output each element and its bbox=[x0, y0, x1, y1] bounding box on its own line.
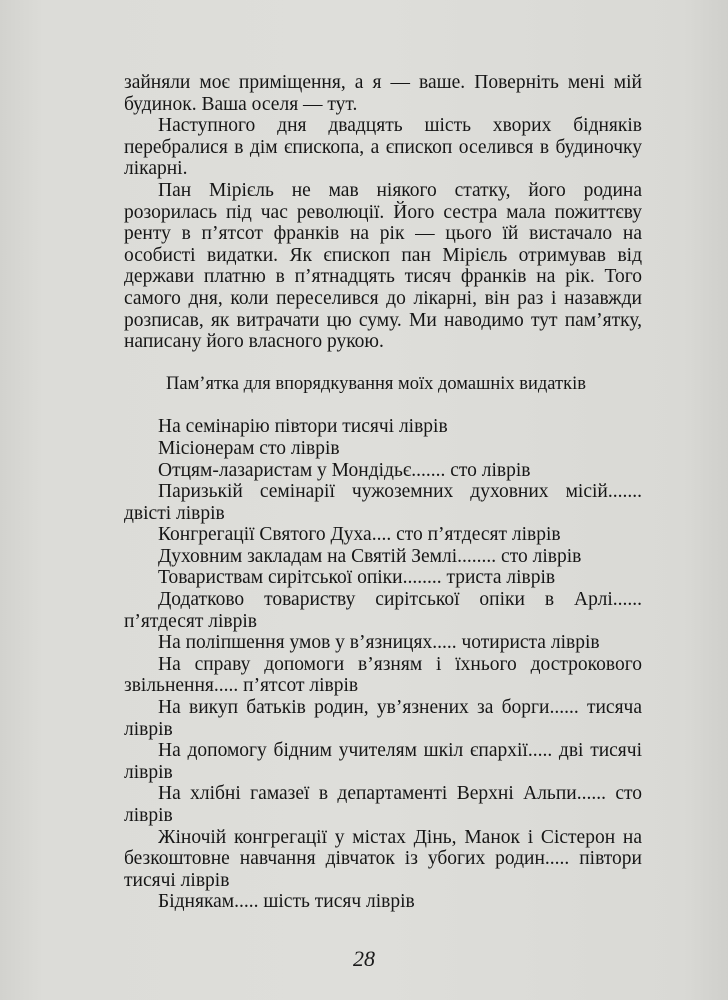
expense-item: На допомогу бідним учителям шкіл єпархії..... дві тисячі ліврів bbox=[124, 740, 642, 783]
paragraph: Пан Мірієль не мав ніякого статку, його родина розорилась під час революції. Його сестра мала пожиттєву ренту в п’ятсот франків на рік — цього їй вистачало на особисті видатки. Як єпископ пан Мірієль отримував від держави платню в п’ятнадцять тисяч франків на рік. Того самого дня, коли переселився до лікарні, він раз і назавжди розписав, як витрачати цю суму. Ми наводимо тут пам’ятку, написану його власного рукою. bbox=[124, 179, 642, 353]
page-number: 28 bbox=[353, 946, 375, 971]
expense-item: На семінарію півтори тисячі ліврів bbox=[158, 416, 448, 438]
expense-item: Товариствам сирітської опіки........ триста ліврів bbox=[158, 567, 556, 589]
memo-title: Пам’ятка для впорядкування моїх домашніх видатків bbox=[166, 373, 586, 394]
expense-item: Духовним закладам на Святій Землі........ сто ліврів bbox=[158, 545, 582, 567]
page-body bbox=[124, 72, 642, 913]
expense-item: На викуп батьків родин, ув’язнених за борги...... тисяча ліврів bbox=[124, 697, 642, 740]
expense-item: На справу допомоги в’язням і їхнього дострокового звільнення..... п’ятсот ліврів bbox=[124, 653, 642, 697]
expense-item: Біднякам..... шість тисяч ліврів bbox=[158, 891, 415, 913]
paragraph: зайняли моє приміщення, а я — ваше. Поверніть мені мій будинок. Ваша оселя — тут. bbox=[124, 72, 642, 115]
expense-item: На поліпшення умов у в’язницях..... чотириста ліврів bbox=[158, 632, 600, 654]
paragraph: Наступного дня двадцять шість хворих бідняків перебралися в дім єпископа, а єпископ оселився в будиночку лікарні. bbox=[124, 115, 642, 180]
expense-item: Додатково товариству сирітської опіки в Арлі...... п’ятдесят ліврів bbox=[124, 589, 642, 632]
expense-item: На хлібні гамазеї в департаменті Верхні Альпи...... сто ліврів bbox=[124, 783, 642, 826]
expense-item: Конгрегації Святого Духа.... сто п’ятдесят ліврів bbox=[158, 524, 561, 546]
expense-item: Отцям-лазаристам у Мондідьє....... сто ліврів bbox=[158, 459, 531, 481]
expense-list bbox=[124, 416, 642, 913]
expense-item: Місіонерам сто ліврів bbox=[158, 437, 340, 459]
expense-item: Жіночій конгрегації у містах Дінь, Манок і Сістерон на безкоштовне навчання дівчаток із убогих родин..... півтори тисячі ліврів bbox=[124, 826, 642, 891]
expense-item: Паризькій семінарії чужоземних духовних місій....... двісті ліврів bbox=[124, 481, 642, 524]
